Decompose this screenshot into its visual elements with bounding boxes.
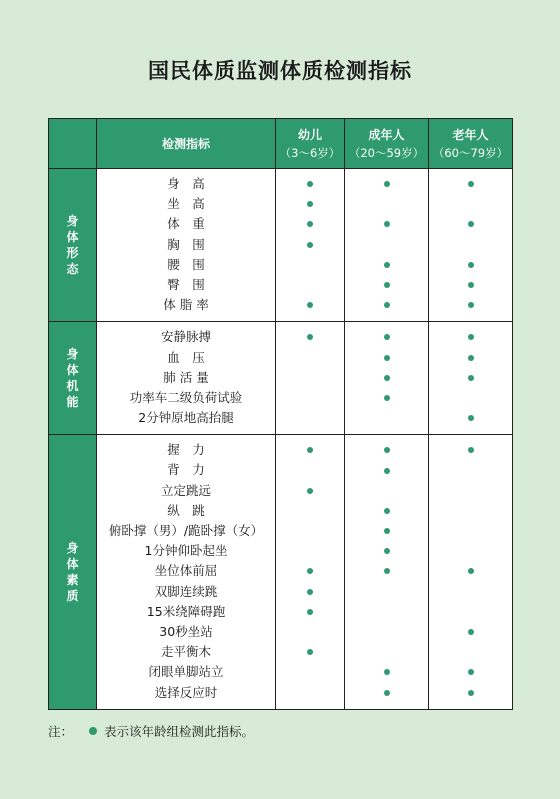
included-dot-icon xyxy=(307,302,313,308)
category-char: 机 xyxy=(66,379,79,394)
indicator-label: 体 脂 率 xyxy=(163,297,209,313)
included-dot-icon xyxy=(307,568,313,574)
mark-slot xyxy=(276,662,344,682)
mark-slot xyxy=(345,460,428,480)
mark-slot xyxy=(429,348,512,368)
mark-slot xyxy=(345,194,428,214)
mark-slot xyxy=(345,541,428,561)
mark-slot xyxy=(276,440,344,460)
mark-slot xyxy=(429,440,512,460)
mark-slot xyxy=(429,683,512,703)
mark-slot xyxy=(276,255,344,275)
mark-slot xyxy=(276,368,344,388)
included-dot-icon xyxy=(468,334,474,340)
mark-slot xyxy=(345,561,428,581)
adults-marks-cell xyxy=(345,322,429,435)
indicator-label: 背 力 xyxy=(167,462,205,478)
mark-slot xyxy=(345,388,428,408)
included-dot-icon xyxy=(468,375,474,381)
category-char: 身 xyxy=(66,540,79,555)
mark-slot xyxy=(345,275,428,295)
mark-slot xyxy=(345,602,428,622)
included-dot-icon xyxy=(384,262,390,268)
indicator-label: 体 重 xyxy=(167,216,205,232)
mark-slot xyxy=(276,582,344,602)
included-dot-icon xyxy=(307,221,313,227)
included-dot-icon xyxy=(307,488,313,494)
included-dot-icon xyxy=(384,669,390,675)
category-char: 体 xyxy=(66,556,79,571)
mark-slot xyxy=(276,275,344,295)
indicator-label: 15米绕障碍跑 xyxy=(146,603,226,619)
mark-slot xyxy=(429,255,512,275)
mark-slot xyxy=(429,460,512,480)
mark-slot xyxy=(276,388,344,408)
included-dot-icon xyxy=(384,508,390,514)
section-row xyxy=(49,435,513,709)
elderly-marks-cell xyxy=(429,322,513,435)
indicator-label: 胸 围 xyxy=(167,236,205,252)
indicator-label: 腰 围 xyxy=(167,256,205,272)
mark-slot xyxy=(429,235,512,255)
mark-slot xyxy=(429,174,512,194)
category-cell xyxy=(49,322,97,435)
category-char: 体 xyxy=(66,363,79,378)
included-dot-icon xyxy=(384,282,390,288)
included-dot-icon xyxy=(384,375,390,381)
category-char: 身 xyxy=(66,347,79,362)
category-char: 身 xyxy=(66,214,79,229)
included-dot-icon xyxy=(307,447,313,453)
mark-slot xyxy=(345,295,428,315)
mark-slot xyxy=(429,388,512,408)
mark-slot xyxy=(276,214,344,234)
indicator-label: 坐 高 xyxy=(167,196,205,212)
indicator-label: 纵 跳 xyxy=(167,502,205,518)
category-char: 态 xyxy=(66,262,79,277)
included-dot-icon xyxy=(384,395,390,401)
footnote-text: 表示该年龄组检测此指标。 xyxy=(104,724,255,739)
included-dot-icon xyxy=(468,568,474,574)
category-cell xyxy=(49,435,97,709)
mark-slot xyxy=(345,683,428,703)
included-dot-icon xyxy=(468,415,474,421)
mark-slot xyxy=(276,194,344,214)
header-group-children xyxy=(276,119,345,169)
mark-slot xyxy=(276,348,344,368)
category-cell xyxy=(49,169,97,322)
children-marks-cell xyxy=(276,322,345,435)
included-dot-icon xyxy=(384,181,390,187)
mark-slot xyxy=(345,214,428,234)
mark-slot xyxy=(276,481,344,501)
indicator-list xyxy=(97,322,276,435)
included-dot-icon xyxy=(468,221,474,227)
mark-slot xyxy=(345,327,428,347)
header-group-adults xyxy=(345,119,429,169)
header-indicator: 检测指标 xyxy=(97,119,276,169)
mark-slot xyxy=(345,408,428,428)
included-dot-icon xyxy=(307,649,313,655)
indicator-label: 立定跳远 xyxy=(160,482,211,498)
included-dot-icon xyxy=(468,181,474,187)
mark-slot xyxy=(345,235,428,255)
indicator-label: 俯卧撑（男）/跪卧撑（女） xyxy=(108,523,264,538)
section-row xyxy=(49,322,513,435)
mark-slot xyxy=(429,295,512,315)
mark-slot xyxy=(345,501,428,521)
indicator-label: 肺 活 量 xyxy=(163,369,209,385)
included-dot-icon xyxy=(468,262,474,268)
indicator-label: 握 力 xyxy=(167,442,205,458)
indicator-label: 身 高 xyxy=(167,176,205,191)
elderly-marks-cell xyxy=(429,169,513,322)
mark-slot xyxy=(276,622,344,642)
mark-slot xyxy=(429,541,512,561)
indicator-label: 臀 围 xyxy=(167,276,205,292)
mark-slot xyxy=(429,561,512,581)
included-dot-icon xyxy=(307,609,313,615)
included-dot-icon xyxy=(468,355,474,361)
mark-slot xyxy=(429,642,512,662)
mark-slot xyxy=(429,582,512,602)
mark-slot xyxy=(276,327,344,347)
table-body xyxy=(49,169,513,710)
mark-slot xyxy=(276,501,344,521)
children-marks-cell xyxy=(276,169,345,322)
mark-slot xyxy=(345,174,428,194)
page-title: 国民体质监测体质检测指标 xyxy=(148,59,412,83)
mark-slot xyxy=(345,348,428,368)
included-dot-icon xyxy=(307,242,313,248)
mark-slot xyxy=(276,561,344,581)
mark-slot xyxy=(345,662,428,682)
included-dot-icon xyxy=(468,629,474,635)
group-name: 成年人 xyxy=(368,127,405,142)
group-name: 老年人 xyxy=(452,127,489,142)
mark-slot xyxy=(429,368,512,388)
mark-slot xyxy=(345,642,428,662)
included-dot-icon xyxy=(384,355,390,361)
included-dot-icon xyxy=(384,221,390,227)
indicator-label: 30秒坐站 xyxy=(159,623,213,639)
indicator-label: 坐位体前屈 xyxy=(154,563,218,579)
category-char: 能 xyxy=(66,395,79,410)
included-dot-icon xyxy=(307,334,313,340)
indicator-label: 功率车二级负荷试验 xyxy=(129,389,243,405)
indicator-label: 1分钟仰卧起坐 xyxy=(144,543,228,559)
mark-slot xyxy=(276,295,344,315)
included-dot-icon xyxy=(468,302,474,308)
footnote xyxy=(48,722,254,740)
indicator-table xyxy=(48,118,513,710)
mark-slot xyxy=(429,327,512,347)
mark-slot xyxy=(276,541,344,561)
indicator-label: 选择反应时 xyxy=(154,684,218,700)
mark-slot xyxy=(345,622,428,642)
mark-slot xyxy=(276,408,344,428)
indicator-label: 血 压 xyxy=(167,349,205,365)
indicator-list xyxy=(97,435,276,709)
mark-slot xyxy=(429,408,512,428)
included-dot-icon xyxy=(384,447,390,453)
table-header-row xyxy=(49,119,513,169)
mark-slot xyxy=(429,622,512,642)
mark-slot xyxy=(276,460,344,480)
header-corner-cell xyxy=(49,119,97,169)
included-dot-icon xyxy=(468,282,474,288)
indicator-label: 闭眼单脚站立 xyxy=(148,664,224,680)
included-dot-icon xyxy=(468,447,474,453)
included-dot-icon xyxy=(384,568,390,574)
legend-dot-icon xyxy=(89,727,97,735)
mark-slot xyxy=(429,481,512,501)
included-dot-icon xyxy=(384,468,390,474)
group-name: 幼儿 xyxy=(297,127,322,142)
included-dot-icon xyxy=(468,690,474,696)
mark-slot xyxy=(429,194,512,214)
group-age-range: （3～6岁） xyxy=(279,145,341,160)
included-dot-icon xyxy=(384,302,390,308)
mark-slot xyxy=(276,602,344,622)
included-dot-icon xyxy=(307,201,313,207)
indicator-label: 走平衡木 xyxy=(160,644,211,660)
category-char: 质 xyxy=(66,588,79,603)
indicator-label: 2分钟原地高抬腿 xyxy=(138,410,234,426)
group-age-range: （20～59岁） xyxy=(348,145,425,160)
included-dot-icon xyxy=(384,548,390,554)
mark-slot xyxy=(429,662,512,682)
indicator-label: 双脚连续跳 xyxy=(154,583,218,599)
included-dot-icon xyxy=(468,669,474,675)
category-char: 素 xyxy=(66,572,79,587)
mark-slot xyxy=(345,582,428,602)
header-group-elderly xyxy=(429,119,513,169)
mark-slot xyxy=(429,501,512,521)
mark-slot xyxy=(345,521,428,541)
footnote-prefix: 注： xyxy=(48,724,74,739)
mark-slot xyxy=(276,174,344,194)
mark-slot xyxy=(345,255,428,275)
mark-slot xyxy=(345,440,428,460)
indicator-list xyxy=(97,169,276,322)
adults-marks-cell xyxy=(345,169,429,322)
children-marks-cell xyxy=(276,435,345,709)
included-dot-icon xyxy=(384,690,390,696)
group-age-range: （60～79岁） xyxy=(432,145,509,160)
mark-slot xyxy=(345,368,428,388)
included-dot-icon xyxy=(307,181,313,187)
included-dot-icon xyxy=(384,334,390,340)
category-char: 形 xyxy=(66,246,79,261)
mark-slot xyxy=(429,521,512,541)
included-dot-icon xyxy=(307,589,313,595)
indicator-label: 安静脉搏 xyxy=(160,329,211,345)
mark-slot xyxy=(429,214,512,234)
category-char: 体 xyxy=(66,230,79,245)
mark-slot xyxy=(429,602,512,622)
section-row xyxy=(49,169,513,322)
mark-slot xyxy=(276,235,344,255)
mark-slot xyxy=(276,521,344,541)
elderly-marks-cell xyxy=(429,435,513,709)
mark-slot xyxy=(429,275,512,295)
mark-slot xyxy=(276,642,344,662)
mark-slot xyxy=(345,481,428,501)
adults-marks-cell xyxy=(345,435,429,709)
mark-slot xyxy=(276,683,344,703)
included-dot-icon xyxy=(384,528,390,534)
